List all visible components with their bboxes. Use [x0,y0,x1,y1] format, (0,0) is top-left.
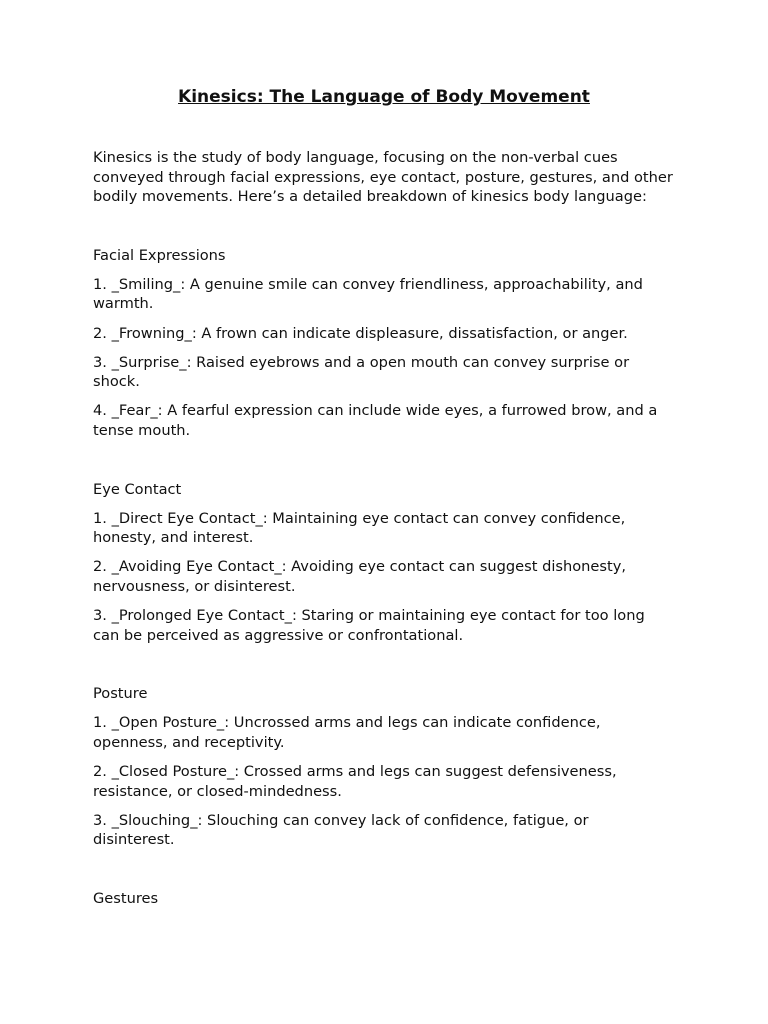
section-facial-expressions [93,246,673,441]
list-item: 3. _Slouching_: Slouching can convey lack of confidence, fatigue, or disinterest. [93,811,589,849]
list-item: 1. _Open Posture_: Uncrossed arms and legs can indicate confidence, openness, and receptivity. [93,714,601,751]
intro-paragraph: Kinesics is the study of body language, focusing on the non-verbal cues conveyed through facial expressions, eye contact, posture, gestures, and other bodily movements. Here’s a detailed breakdown of kinesics body language: [93,149,673,206]
section-posture [93,684,673,850]
section-eye-contact [93,480,673,646]
list-item: 1. _Smiling_: A genuine smile can convey friendliness, approachability, and warmth. [93,275,643,313]
section-heading: Gestures [93,889,159,907]
document-body [93,148,673,947]
section-heading: Facial Expressions [93,246,226,264]
section-gestures [93,889,673,909]
list-item: 4. _Fear_: A fearful expression can include wide eyes, a furrowed brow, and a tense mouth. [93,402,658,439]
section-heading: Eye Contact [93,480,182,498]
list-item: 3. _Surprise_: Raised eyebrows and a open mouth can convey surprise or shock. [93,353,630,391]
list-item: 2. _Closed Posture_: Crossed arms and legs can suggest defensiveness, resistance, or closed-mindedness. [93,762,617,800]
list-item: 1. _Direct Eye Contact_: Maintaining eye contact can convey confidence, honesty, and interest. [93,509,626,547]
list-item: 2. _Avoiding Eye Contact_: Avoiding eye contact can suggest dishonesty, nervousness, or disinterest. [93,558,626,595]
page-title: Kinesics: The Language of Body Movement [178,87,590,107]
list-item: 2. _Frowning_: A frown can indicate displeasure, dissatisfaction, or anger. [93,324,628,342]
section-heading: Posture [93,685,148,703]
list-item: 3. _Prolonged Eye Contact_: Staring or maintaining eye contact for too long can be perceived as aggressive or confrontational. [93,607,645,644]
